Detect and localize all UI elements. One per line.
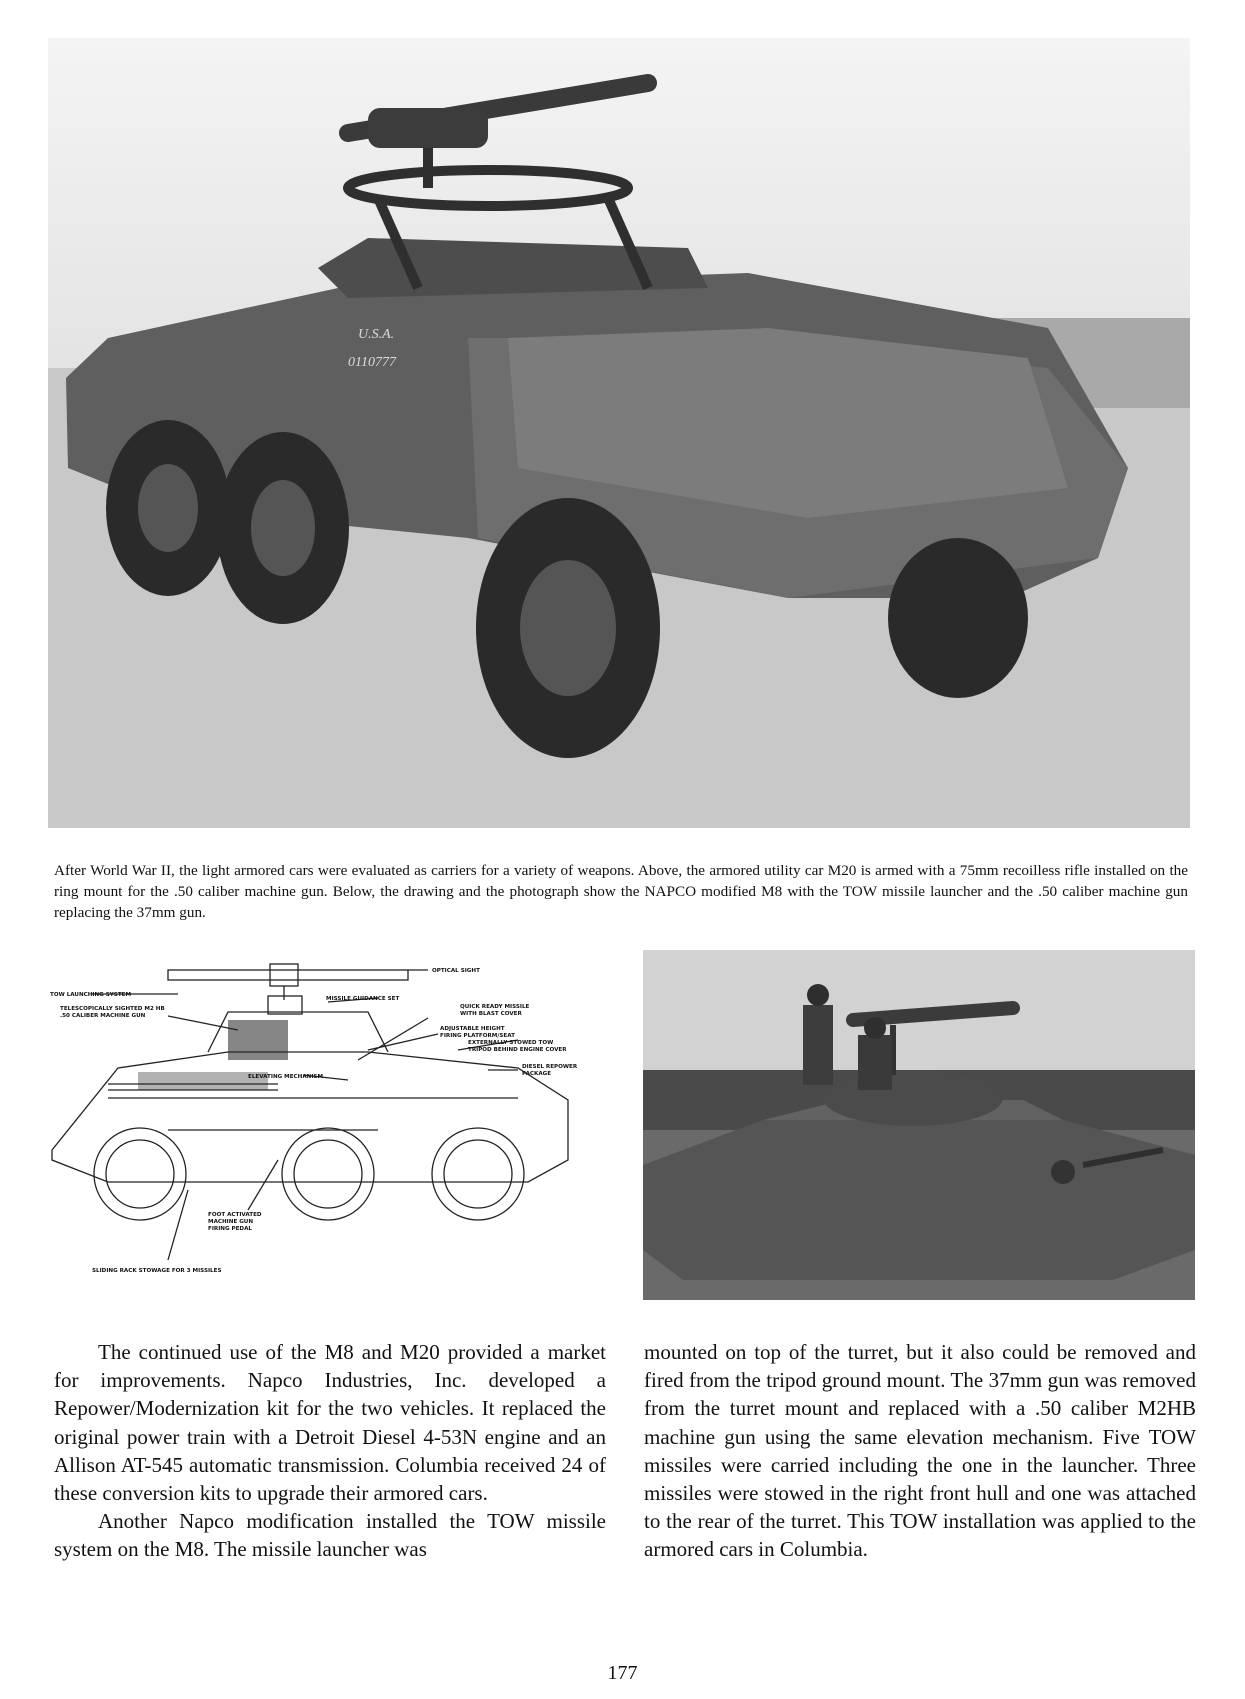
label-repower-2: PACKAGE	[522, 1071, 552, 1077]
label-adj-height-1: ADJUSTABLE HEIGHT	[440, 1026, 505, 1032]
paragraph-napco-repower: The continued use of the M8 and M20 provided a market for improvements. Napco Industries, Inc. developed a Repower/Modernization kit for the two vehicles. It replaced the original power train with a Detroit Diesel 4-53N engine and an Allison AT-545 automatic transmission. Columbia received 24 of these conversion kits to upgrade their armored cars.	[54, 1340, 606, 1506]
hull-marking-usa: U.S.A.	[358, 327, 395, 342]
figure-caption: After World War II, the light armored cars were evaluated as carriers for a variety of weapons. Above, the armored utility car M20 is armed with a 75mm recoilless rifle installed on the ring mount for the .50 caliber machine gun. Below, the drawing and the photograph show the NAPCO modified M8 with the TOW missile launcher and the .50 caliber machine gun replacing the 37mm gun.	[54, 862, 1188, 921]
paragraph-tow-modification: Another Napco modification installed the TOW missile system on the M8. The missile launcher was	[54, 1509, 606, 1562]
label-guidance-set: MISSILE GUIDANCE SET	[326, 996, 400, 1002]
label-telescopic-mg-1: TELESCOPICALLY SIGHTED M2 HB	[60, 1006, 165, 1012]
m8-tow-photo	[643, 950, 1195, 1300]
label-quick-ready-1: QUICK READY MISSILE	[460, 1004, 530, 1010]
body-column-left	[54, 1338, 606, 1564]
label-elevating: ELEVATING MECHANISM	[248, 1074, 324, 1080]
label-repower-1: DIESEL REPOWER	[522, 1064, 578, 1070]
page-number: 177	[607, 1662, 638, 1684]
label-tripod-1: EXTERNALLY STOWED TOW	[468, 1040, 554, 1046]
label-quick-ready-2: WITH BLAST COVER	[460, 1011, 522, 1017]
label-tow-system: TOW LAUNCHING SYSTEM	[50, 992, 132, 998]
label-adj-height-2: FIRING PLATFORM/SEAT	[440, 1033, 515, 1039]
paragraph-tow-installation: mounted on top of the turret, but it also could be removed and fired from the tripod ground mount. The 37mm gun was removed from the turret mount and replaced with a .50 caliber M2HB machine gun using the same elevation mechanism. Five TOW missiles were carried including the one in the launcher. Three missiles were stowed in the right front hull and one was attached to the rear of the turret. This TOW installation was applied to the armored cars in Columbia.	[644, 1340, 1196, 1562]
label-sliding-rack: SLIDING RACK STOWAGE FOR 3 MISSILES	[92, 1268, 222, 1274]
hull-marking-registration: 0110777	[348, 355, 396, 370]
m20-recoilless-rifle-photo	[48, 38, 1190, 828]
label-telescopic-mg-2: .50 CALIBER MACHINE GUN	[60, 1013, 146, 1019]
label-foot-1: FOOT ACTIVATED	[208, 1212, 262, 1218]
label-foot-2: MACHINE GUN	[208, 1219, 254, 1225]
body-column-right	[644, 1338, 1196, 1564]
label-optical-sight: OPTICAL SIGHT	[432, 968, 480, 974]
label-foot-3: FIRING PEDAL	[208, 1226, 252, 1232]
label-tripod-2: TRIPOD BEHIND ENGINE COVER	[468, 1047, 567, 1053]
m8-tow-technical-drawing	[48, 960, 626, 1280]
